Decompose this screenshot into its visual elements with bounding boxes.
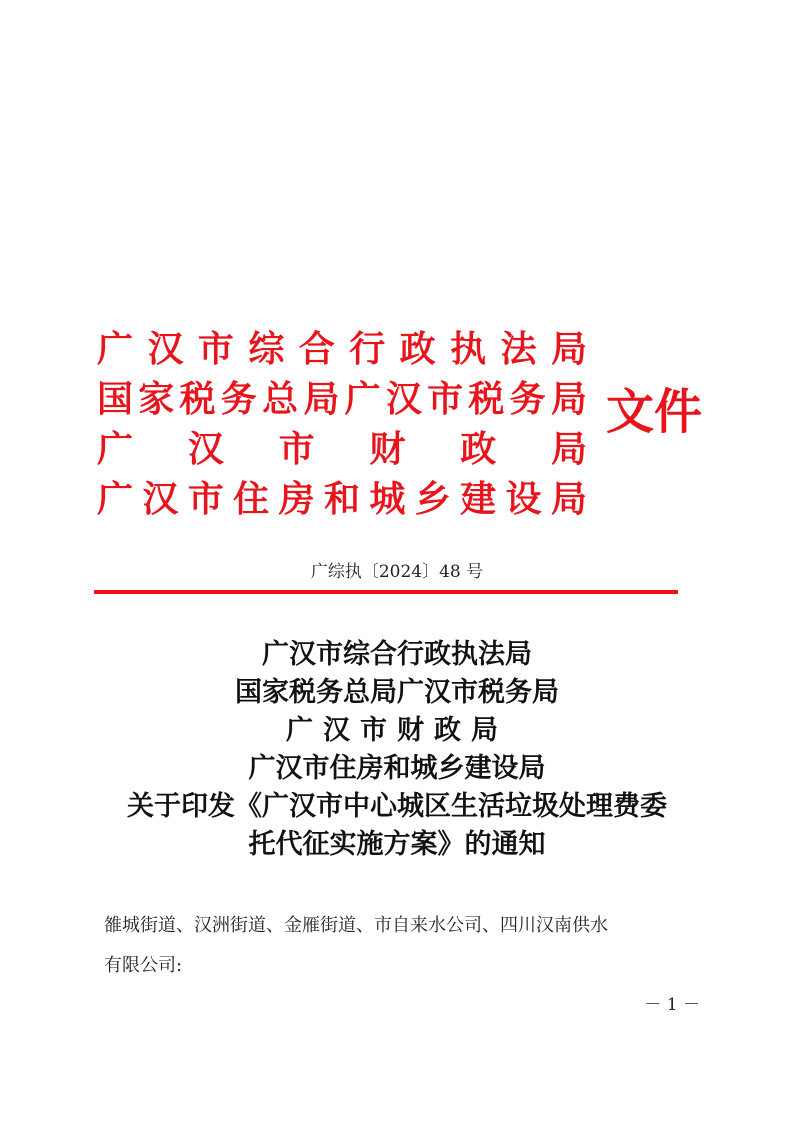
red-divider xyxy=(94,590,678,594)
issuer-line: 广 汉 市 财 政 局 xyxy=(97,428,587,470)
title-line: 广汉市财政局 xyxy=(286,715,508,746)
page-number: － 1 － xyxy=(644,995,700,1015)
issuer-line: 广 汉 市 综 合 行 政 执 法 局 xyxy=(97,328,587,370)
issuer-line: 国 家 税 务 总 局 广 汉 市 税 务 局 xyxy=(97,378,587,420)
title-line: 广汉市综合行政执法局 xyxy=(262,639,532,670)
title-line: 关于印发《广汉市中心城区生活垃圾处理费委 xyxy=(127,791,667,822)
recipients xyxy=(104,906,694,986)
title-line: 国家税务总局广汉市税务局 xyxy=(235,677,559,708)
document-title xyxy=(0,636,794,864)
document-suffix: 文件 xyxy=(606,384,703,440)
title-line: 托代征实施方案》的通知 xyxy=(248,829,546,860)
document-number: 广综执〔2024〕48 号 xyxy=(310,562,484,582)
recipients-line: 雒城街道、汉洲街道、金雁街道、市自来水公司、四川汉南供水 xyxy=(104,915,608,936)
title-line: 广汉市住房和城乡建设局 xyxy=(248,753,546,784)
issuing-authorities xyxy=(97,324,587,524)
recipients-line: 有限公司: xyxy=(104,955,183,976)
issuer-line: 广 汉 市 住 房 和 城 乡 建 设 局 xyxy=(97,478,587,520)
